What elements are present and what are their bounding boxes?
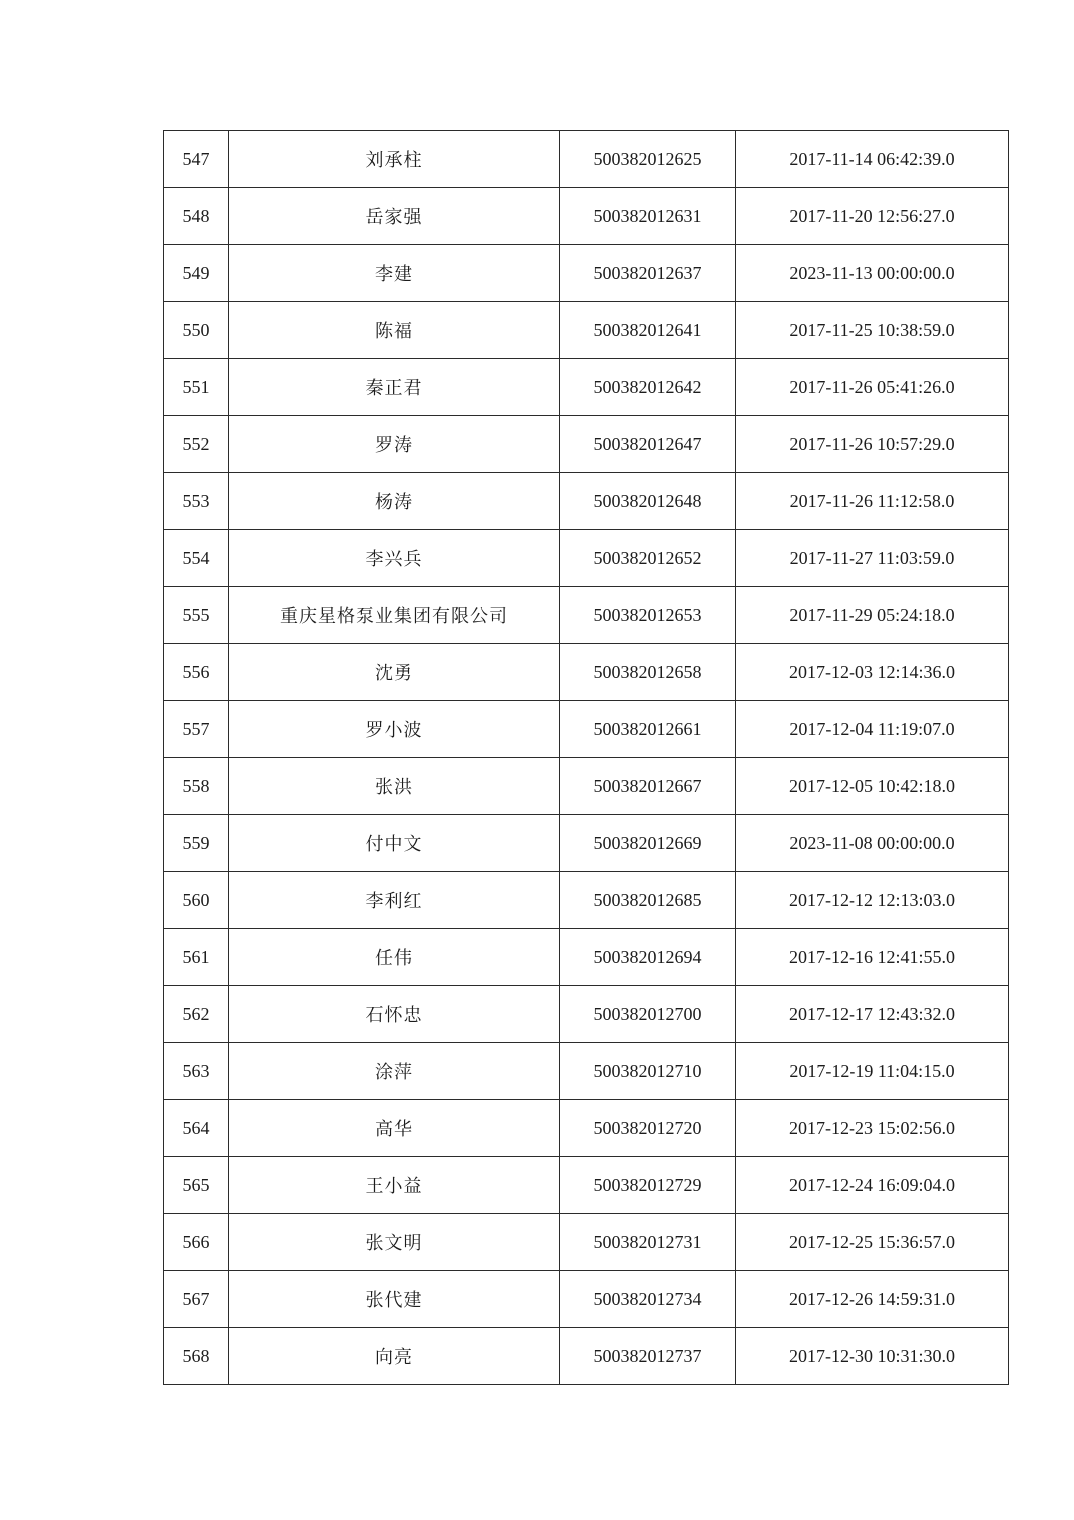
timestamp-cell: 2017-12-16 12:41:55.0 [736, 929, 1009, 986]
record-id-cell: 500382012685 [560, 872, 736, 929]
row-number-cell: 563 [164, 1043, 229, 1100]
records-table [163, 130, 1009, 1385]
record-id-cell: 500382012637 [560, 245, 736, 302]
table-row [164, 473, 1009, 530]
record-id-cell: 500382012710 [560, 1043, 736, 1100]
record-id-cell: 500382012647 [560, 416, 736, 473]
table-row [164, 701, 1009, 758]
name-cell: 岳家强 [229, 188, 560, 245]
row-number-cell: 560 [164, 872, 229, 929]
row-number-cell: 553 [164, 473, 229, 530]
table-row [164, 1157, 1009, 1214]
name-cell: 沈勇 [229, 644, 560, 701]
name-cell: 罗小波 [229, 701, 560, 758]
table-row [164, 530, 1009, 587]
timestamp-cell: 2017-12-12 12:13:03.0 [736, 872, 1009, 929]
table-row [164, 302, 1009, 359]
timestamp-cell: 2023-11-13 00:00:00.0 [736, 245, 1009, 302]
table-row [164, 872, 1009, 929]
timestamp-cell: 2023-11-08 00:00:00.0 [736, 815, 1009, 872]
record-id-cell: 500382012669 [560, 815, 736, 872]
name-cell: 重庆星格泵业集团有限公司 [229, 587, 560, 644]
row-number-cell: 554 [164, 530, 229, 587]
row-number-cell: 555 [164, 587, 229, 644]
name-cell: 李建 [229, 245, 560, 302]
records-table-body [164, 131, 1009, 1385]
name-cell: 张文明 [229, 1214, 560, 1271]
row-number-cell: 558 [164, 758, 229, 815]
name-cell: 张洪 [229, 758, 560, 815]
record-id-cell: 500382012731 [560, 1214, 736, 1271]
table-row [164, 188, 1009, 245]
row-number-cell: 551 [164, 359, 229, 416]
timestamp-cell: 2017-11-26 05:41:26.0 [736, 359, 1009, 416]
table-row [164, 416, 1009, 473]
row-number-cell: 549 [164, 245, 229, 302]
timestamp-cell: 2017-11-29 05:24:18.0 [736, 587, 1009, 644]
name-cell: 张代建 [229, 1271, 560, 1328]
name-cell: 李兴兵 [229, 530, 560, 587]
name-cell: 刘承柱 [229, 131, 560, 188]
name-cell: 石怀忠 [229, 986, 560, 1043]
row-number-cell: 566 [164, 1214, 229, 1271]
table-row [164, 986, 1009, 1043]
table-row [164, 1328, 1009, 1385]
record-id-cell: 500382012653 [560, 587, 736, 644]
record-id-cell: 500382012658 [560, 644, 736, 701]
record-id-cell: 500382012648 [560, 473, 736, 530]
timestamp-cell: 2017-12-19 11:04:15.0 [736, 1043, 1009, 1100]
table-row [164, 359, 1009, 416]
record-id-cell: 500382012625 [560, 131, 736, 188]
timestamp-cell: 2017-12-23 15:02:56.0 [736, 1100, 1009, 1157]
name-cell: 秦正君 [229, 359, 560, 416]
row-number-cell: 565 [164, 1157, 229, 1214]
timestamp-cell: 2017-12-24 16:09:04.0 [736, 1157, 1009, 1214]
timestamp-cell: 2017-11-14 06:42:39.0 [736, 131, 1009, 188]
row-number-cell: 556 [164, 644, 229, 701]
table-row [164, 1271, 1009, 1328]
record-id-cell: 500382012642 [560, 359, 736, 416]
name-cell: 向亮 [229, 1328, 560, 1385]
record-id-cell: 500382012694 [560, 929, 736, 986]
record-id-cell: 500382012661 [560, 701, 736, 758]
row-number-cell: 559 [164, 815, 229, 872]
timestamp-cell: 2017-12-26 14:59:31.0 [736, 1271, 1009, 1328]
timestamp-cell: 2017-11-26 11:12:58.0 [736, 473, 1009, 530]
row-number-cell: 548 [164, 188, 229, 245]
table-row [164, 644, 1009, 701]
record-id-cell: 500382012641 [560, 302, 736, 359]
record-id-cell: 500382012737 [560, 1328, 736, 1385]
name-cell: 罗涛 [229, 416, 560, 473]
table-row [164, 815, 1009, 872]
timestamp-cell: 2017-12-30 10:31:30.0 [736, 1328, 1009, 1385]
row-number-cell: 568 [164, 1328, 229, 1385]
record-id-cell: 500382012667 [560, 758, 736, 815]
row-number-cell: 552 [164, 416, 229, 473]
timestamp-cell: 2017-11-20 12:56:27.0 [736, 188, 1009, 245]
table-row [164, 131, 1009, 188]
name-cell: 李利红 [229, 872, 560, 929]
timestamp-cell: 2017-11-26 10:57:29.0 [736, 416, 1009, 473]
record-id-cell: 500382012734 [560, 1271, 736, 1328]
name-cell: 陈福 [229, 302, 560, 359]
record-id-cell: 500382012652 [560, 530, 736, 587]
table-row [164, 245, 1009, 302]
name-cell: 杨涛 [229, 473, 560, 530]
table-row [164, 587, 1009, 644]
record-id-cell: 500382012729 [560, 1157, 736, 1214]
table-row [164, 758, 1009, 815]
row-number-cell: 562 [164, 986, 229, 1043]
record-id-cell: 500382012720 [560, 1100, 736, 1157]
table-row [164, 1043, 1009, 1100]
timestamp-cell: 2017-11-25 10:38:59.0 [736, 302, 1009, 359]
name-cell: 付中文 [229, 815, 560, 872]
timestamp-cell: 2017-12-04 11:19:07.0 [736, 701, 1009, 758]
table-row [164, 1214, 1009, 1271]
row-number-cell: 547 [164, 131, 229, 188]
name-cell: 任伟 [229, 929, 560, 986]
timestamp-cell: 2017-12-17 12:43:32.0 [736, 986, 1009, 1043]
table-row [164, 1100, 1009, 1157]
row-number-cell: 557 [164, 701, 229, 758]
row-number-cell: 550 [164, 302, 229, 359]
timestamp-cell: 2017-12-25 15:36:57.0 [736, 1214, 1009, 1271]
record-id-cell: 500382012631 [560, 188, 736, 245]
table-row [164, 929, 1009, 986]
row-number-cell: 561 [164, 929, 229, 986]
timestamp-cell: 2017-11-27 11:03:59.0 [736, 530, 1009, 587]
name-cell: 涂萍 [229, 1043, 560, 1100]
record-id-cell: 500382012700 [560, 986, 736, 1043]
name-cell: 王小益 [229, 1157, 560, 1214]
timestamp-cell: 2017-12-05 10:42:18.0 [736, 758, 1009, 815]
name-cell: 高华 [229, 1100, 560, 1157]
row-number-cell: 564 [164, 1100, 229, 1157]
row-number-cell: 567 [164, 1271, 229, 1328]
timestamp-cell: 2017-12-03 12:14:36.0 [736, 644, 1009, 701]
